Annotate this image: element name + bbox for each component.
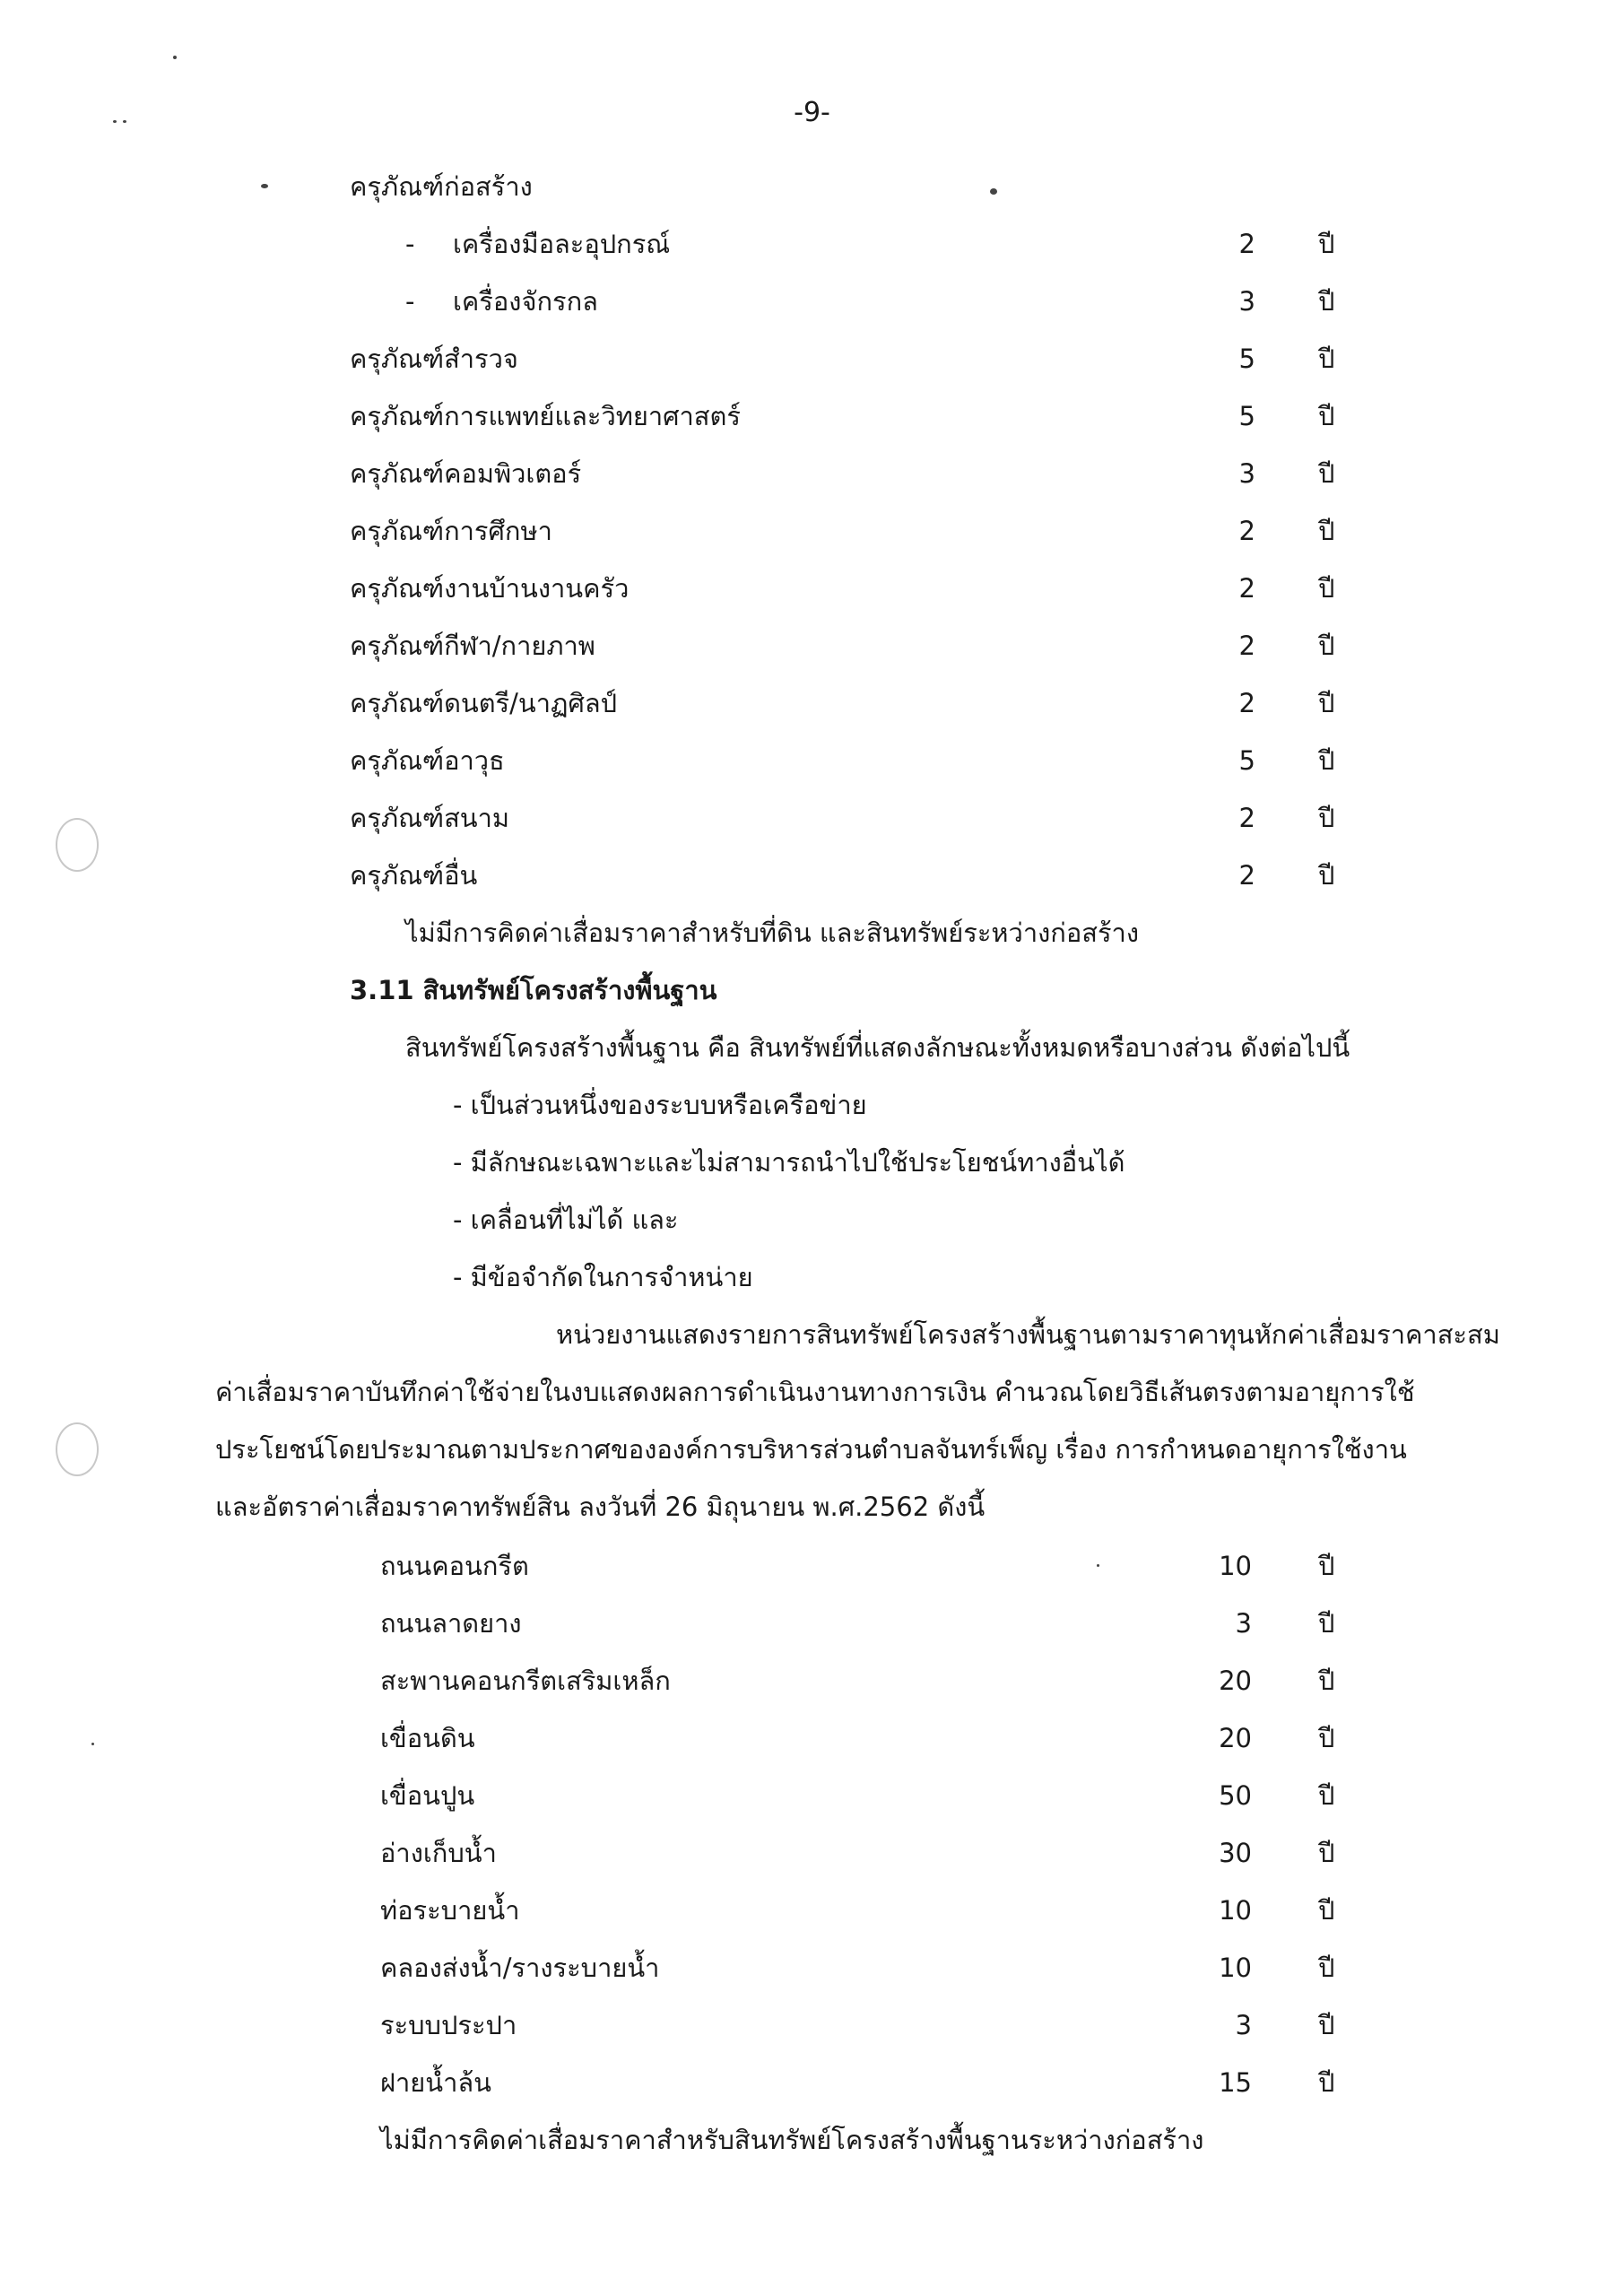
equipment-heading: ครุภัณฑ์ก่อสร้าง <box>350 171 533 202</box>
item-unit: ปี <box>1318 1665 1335 1696</box>
item-unit: ปี <box>1318 860 1335 891</box>
item-years: 2 <box>1238 631 1255 661</box>
item-unit: ปี <box>1318 1608 1335 1639</box>
item-years: 10 <box>1219 1551 1252 1581</box>
scan-speck <box>91 1743 94 1745</box>
item-unit: ปี <box>1318 2067 1335 2098</box>
bullet-item: - เคลื่อนที่ไม่ได้ และ <box>453 1205 679 1235</box>
item-years: 3 <box>1238 286 1255 317</box>
item-years: 2 <box>1238 573 1255 604</box>
bullet-item: - เป็นส่วนหนึ่งของระบบหรือเครือข่าย <box>453 1090 867 1120</box>
section-intro: สินทรัพย์โครงสร้างพื้นฐาน คือ สินทรัพย์ที่แสดงลักษณะทั้งหมดหรือบางส่วน ดังต่อไปนี้ <box>405 1032 1350 1063</box>
item-label: ระบบประปา <box>380 2010 517 2040</box>
item-label: สะพานคอนกรีตเสริมเหล็ก <box>380 1665 671 1696</box>
paragraph-line: หน่วยงานแสดงรายการสินทรัพย์โครงสร้างพื้นฐานตามราคาทุนหักค่าเสื่อมราคาสะสม <box>556 1319 1500 1350</box>
item-unit: ปี <box>1318 1723 1335 1753</box>
item-label: ครุภัณฑ์การแพทย์และวิทยาศาสตร์ <box>350 401 741 431</box>
item-years: 2 <box>1238 860 1255 891</box>
item-years: 30 <box>1219 1838 1252 1868</box>
scan-speck <box>173 56 177 59</box>
item-unit: ปี <box>1318 688 1335 718</box>
item-years: 5 <box>1238 401 1255 431</box>
item-label: ครุภัณฑ์กีฬา/กายภาพ <box>350 631 595 661</box>
item-unit: ปี <box>1318 1838 1335 1868</box>
page-number: -9- <box>794 97 830 128</box>
item-label: ครุภัณฑ์สนาม <box>350 803 509 833</box>
item-label: อ่างเก็บน้ำ <box>380 1838 497 1868</box>
item-unit: ปี <box>1318 401 1335 431</box>
item-label: ถนนคอนกรีต <box>380 1551 529 1581</box>
punch-hole-top <box>56 818 99 872</box>
item-years: 15 <box>1219 2067 1252 2098</box>
item-label: ถนนลาดยาง <box>380 1608 522 1639</box>
item-years: 3 <box>1235 1608 1252 1639</box>
closing-note: ไม่มีการคิดค่าเสื่อมราคาสำหรับสินทรัพย์โครงสร้างพื้นฐานระหว่างก่อสร้าง <box>380 2125 1204 2155</box>
item-unit: ปี <box>1318 631 1335 661</box>
item-unit: ปี <box>1318 229 1335 259</box>
item-years: 3 <box>1235 2010 1252 2040</box>
item-label: เครื่องมือละอุปกรณ์ <box>453 229 671 259</box>
item-label: คลองส่งน้ำ/รางระบายน้ำ <box>380 1952 660 1983</box>
item-unit: ปี <box>1318 516 1335 546</box>
item-years: 5 <box>1238 344 1255 374</box>
item-label: เขื่อนดิน <box>380 1723 475 1753</box>
item-unit: ปี <box>1318 803 1335 833</box>
item-unit: ปี <box>1318 1780 1335 1811</box>
item-label: ครุภัณฑ์สำรวจ <box>350 344 518 374</box>
item-years: 2 <box>1238 688 1255 718</box>
bullet-item: - มีข้อจำกัดในการจำหน่าย <box>453 1262 753 1292</box>
item-years: 2 <box>1238 516 1255 546</box>
item-unit: ปี <box>1318 458 1335 489</box>
item-label: ครุภัณฑ์ดนตรี/นาฏศิลป์ <box>350 688 618 718</box>
item-years: 10 <box>1219 1952 1252 1983</box>
item-unit: ปี <box>1318 1551 1335 1581</box>
scan-speck <box>990 188 997 195</box>
section-title: 3.11 สินทรัพย์โครงสร้างพื้นฐาน <box>350 975 717 1005</box>
item-unit: ปี <box>1318 1952 1335 1983</box>
item-label: เครื่องจักรกล <box>453 286 598 317</box>
item-years: 2 <box>1238 803 1255 833</box>
item-unit: ปี <box>1318 344 1335 374</box>
item-years: 20 <box>1219 1723 1252 1753</box>
item-label: ครุภัณฑ์คอมพิวเตอร์ <box>350 458 582 489</box>
item-years: 50 <box>1219 1780 1252 1811</box>
item-label: ครุภัณฑ์อาวุธ <box>350 745 505 776</box>
item-years: 5 <box>1238 745 1255 776</box>
item-years: 20 <box>1219 1665 1252 1696</box>
scan-speck <box>261 184 268 188</box>
item-label: ครุภัณฑ์งานบ้านงานครัว <box>350 573 630 604</box>
item-unit: ปี <box>1318 1895 1335 1926</box>
item-unit: ปี <box>1318 745 1335 776</box>
item-unit: ปี <box>1318 573 1335 604</box>
bullet-item: - มีลักษณะเฉพาะและไม่สามารถนำไปใช้ประโยชน์ทางอื่นได้ <box>453 1147 1125 1178</box>
paragraph-line: ประโยชน์โดยประมาณตามประกาศขององค์การบริหารส่วนตำบลจันทร์เพ็ญ เรื่อง การกำหนดอายุการใช้งาน <box>215 1434 1407 1465</box>
scan-speck <box>1097 1564 1099 1567</box>
item-label: ครุภัณฑ์การศึกษา <box>350 516 552 546</box>
item-unit: ปี <box>1318 2010 1335 2040</box>
item-label: เขื่อนปูน <box>380 1780 475 1811</box>
item-unit: ปี <box>1318 286 1335 317</box>
paragraph-line: ค่าเสื่อมราคาบันทึกค่าใช้จ่ายในงบแสดงผลการดำเนินงานทางการเงิน คำนวณโดยวิธีเส้นตรงตามอายุการใช้ <box>215 1377 1415 1407</box>
equipment-note: ไม่มีการคิดค่าเสื่อมราคาสำหรับที่ดิน และสินทรัพย์ระหว่างก่อสร้าง <box>405 918 1139 948</box>
item-label: ท่อระบายน้ำ <box>380 1895 520 1926</box>
item-label: ครุภัณฑ์อื่น <box>350 860 478 891</box>
paragraph-line: และอัตราค่าเสื่อมราคาทรัพย์สิน ลงวันที่ 26 มิถุนายน พ.ศ.2562 ดังนี้ <box>215 1492 986 1522</box>
punch-hole-bottom <box>56 1422 99 1476</box>
item-years: 2 <box>1238 229 1255 259</box>
item-years: 10 <box>1219 1895 1252 1926</box>
list-dash: - <box>405 286 415 317</box>
item-years: 3 <box>1238 458 1255 489</box>
list-dash: - <box>405 229 415 259</box>
item-label: ฝายน้ำล้น <box>380 2067 491 2098</box>
